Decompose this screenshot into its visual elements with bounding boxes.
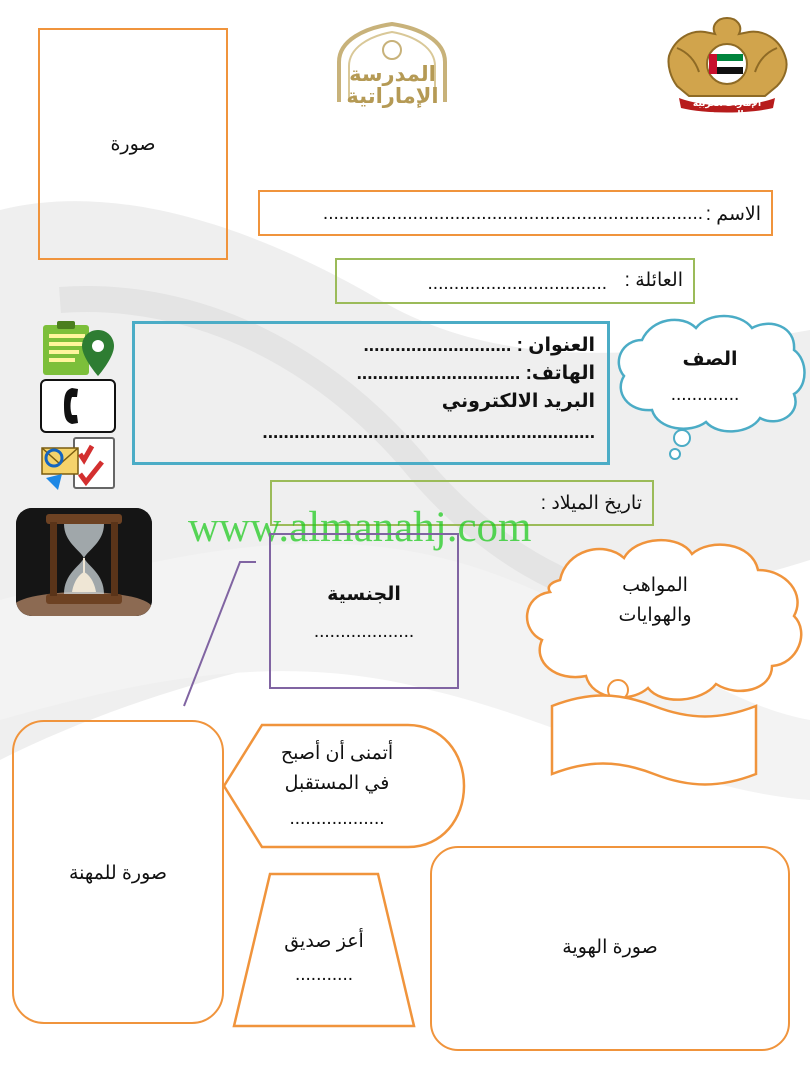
hobbies-cloud-line2: والهوايات (618, 605, 692, 626)
connector-line (180, 560, 260, 710)
name-field-label: الاسم : (705, 204, 761, 225)
website-watermark: www.almanahj.com (188, 504, 532, 551)
hobbies-scroll-banner[interactable] (548, 690, 760, 790)
nationality-box (269, 533, 459, 689)
best-friend-label: أعز صديق (284, 931, 364, 952)
email-checklist-icon (40, 434, 116, 492)
contact-info-box (132, 321, 610, 465)
class-cloud-label: الصف (682, 349, 738, 370)
school-logo-line1: المدرسة (349, 63, 436, 86)
email-label: البريد الالكتروني (441, 391, 595, 412)
family-field (335, 258, 695, 304)
nationality-dots[interactable]: ................... (313, 621, 415, 642)
phone-row (357, 362, 595, 385)
address-dots[interactable]: ............................ (363, 335, 512, 356)
school-logo-line2: الإماراتية (346, 85, 439, 108)
photo-box (38, 28, 228, 260)
id-photo-box (430, 846, 790, 1051)
address-row (364, 334, 595, 357)
family-field-dots[interactable]: .................................. (427, 273, 607, 294)
phone-icon (40, 379, 116, 433)
phone-dots[interactable]: ............................... (356, 363, 521, 384)
name-field-dots[interactable]: ........................................................................ (322, 203, 703, 224)
hourglass-icon (16, 508, 152, 616)
profession-photo-label: صورة للمهنة (68, 863, 168, 884)
name-field (258, 190, 773, 236)
uae-emblem-banner-text: الإمارات العربية المتحدة (692, 98, 762, 119)
nationality-label: الجنسية (327, 584, 401, 605)
email-dots[interactable]: ............................................................... (262, 422, 595, 443)
hobbies-cloud-line1: المواهب (622, 575, 688, 596)
uae-emblem (665, 12, 790, 119)
clipboard-map-pin-icon (40, 320, 116, 378)
class-cloud-dots[interactable]: ............. (670, 384, 740, 405)
future-wish-line1: أتمنى أن أصبح (280, 743, 394, 764)
birthdate-field-label: تاريخ الميلاد : (540, 493, 642, 514)
future-wish-dots[interactable]: .................. (289, 808, 385, 829)
photo-box-label: صورة (110, 134, 156, 155)
profession-photo-box (12, 720, 224, 1024)
future-wish-line2: في المستقبل (284, 773, 390, 794)
phone-label: الهاتف: (525, 363, 595, 384)
best-friend-dots[interactable]: ........... (294, 964, 354, 985)
family-field-label: العائلة : (624, 270, 683, 291)
address-label: العنوان : (516, 335, 595, 356)
school-logo (325, 22, 460, 114)
id-photo-label: صورة الهوية (562, 937, 658, 958)
